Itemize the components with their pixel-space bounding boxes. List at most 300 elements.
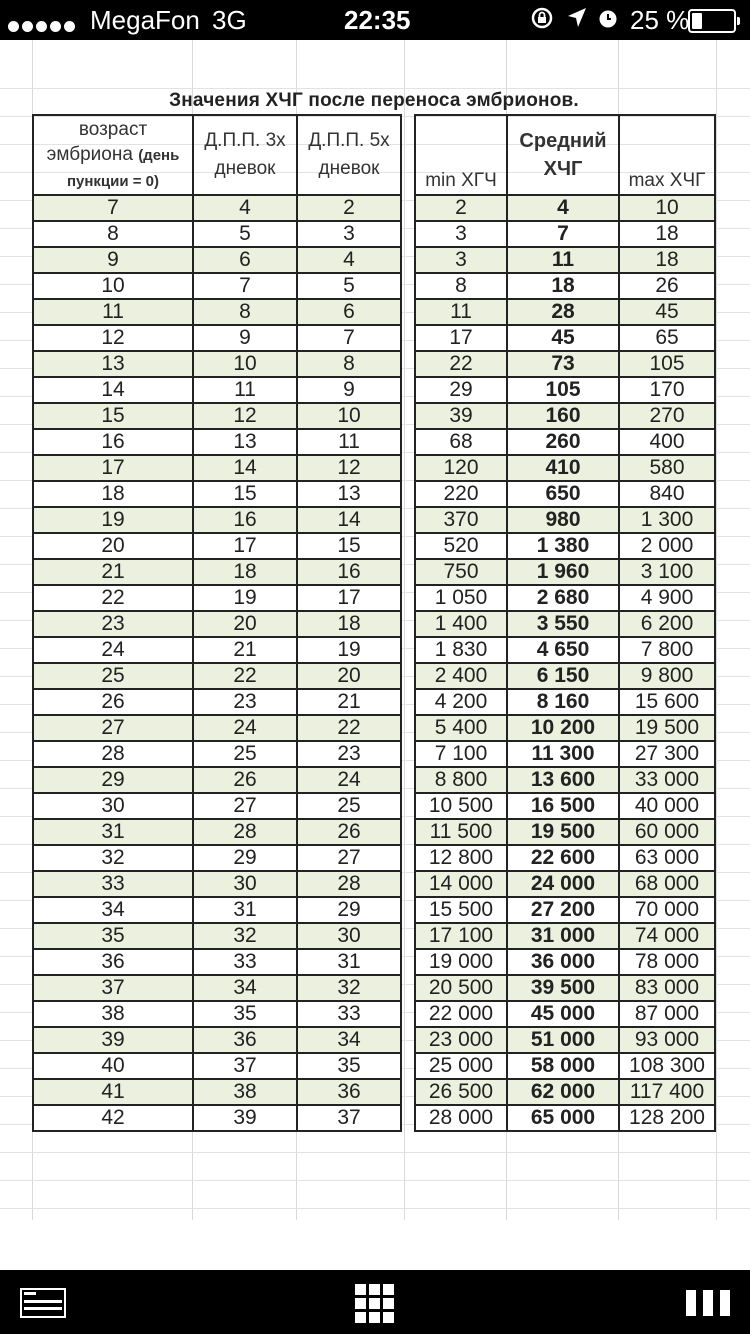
cell-max-hcg: 15 600: [619, 689, 715, 715]
grid-line-vertical: [404, 40, 405, 1220]
table-row: [415, 793, 715, 819]
cell-dpp5: 6: [297, 299, 401, 325]
cell-embryo-age: 19: [33, 507, 193, 533]
embryo-age-table: [32, 114, 402, 1132]
cell-max-hcg: 170: [619, 377, 715, 403]
cell-embryo-age: 32: [33, 845, 193, 871]
cell-min-hcg: 7 100: [415, 741, 507, 767]
cell-dpp5: 3: [297, 221, 401, 247]
cell-min-hcg: 17 100: [415, 923, 507, 949]
table-title: Значения ХЧГ после переноса эмбрионов.: [169, 90, 579, 111]
header-age-note: (день: [138, 146, 180, 164]
cell-max-hcg: 7 800: [619, 637, 715, 663]
header-max-hcg: [619, 115, 715, 195]
cell-max-hcg: 40 000: [619, 793, 715, 819]
cell-min-hcg: 750: [415, 559, 507, 585]
cell-max-hcg: 45: [619, 299, 715, 325]
table-row: [33, 273, 401, 299]
table-row: [33, 195, 401, 221]
cell-dpp3: 6: [193, 247, 297, 273]
cell-embryo-age: 30: [33, 793, 193, 819]
table-row: [33, 897, 401, 923]
cell-dpp3: 22: [193, 663, 297, 689]
cell-dpp5: 26: [297, 819, 401, 845]
cell-embryo-age: 40: [33, 1053, 193, 1079]
cell-dpp3: 36: [193, 1027, 297, 1053]
cell-embryo-age: 36: [33, 949, 193, 975]
cell-dpp3: 17: [193, 533, 297, 559]
header-avg-line1: Средний: [519, 130, 607, 152]
cell-min-hcg: 8: [415, 273, 507, 299]
cell-avg-hcg: 4 650: [507, 637, 619, 663]
header-embryo-age: [33, 115, 193, 195]
cell-min-hcg: 28 000: [415, 1105, 507, 1131]
cell-dpp3: 34: [193, 975, 297, 1001]
cell-embryo-age: 24: [33, 637, 193, 663]
table-row: [33, 1027, 401, 1053]
alarm-icon: [596, 6, 620, 37]
signal-dots-icon: [8, 9, 78, 40]
cell-avg-hcg: 160: [507, 403, 619, 429]
header-dpp3-line2: дневок: [214, 158, 276, 179]
cell-avg-hcg: 260: [507, 429, 619, 455]
cell-dpp5: 5: [297, 273, 401, 299]
cell-embryo-age: 29: [33, 767, 193, 793]
cell-dpp3: 8: [193, 299, 297, 325]
cell-embryo-age: 10: [33, 273, 193, 299]
cell-dpp3: 39: [193, 1105, 297, 1131]
cell-avg-hcg: 45: [507, 325, 619, 351]
cell-dpp3: 4: [193, 195, 297, 221]
cell-dpp5: 33: [297, 1001, 401, 1027]
cell-dpp3: 37: [193, 1053, 297, 1079]
table-row: [415, 715, 715, 741]
table-row: [415, 923, 715, 949]
table-row: [33, 507, 401, 533]
clock-time: 22:35: [344, 5, 411, 35]
cell-avg-hcg: 7: [507, 221, 619, 247]
cell-dpp5: 30: [297, 923, 401, 949]
cell-min-hcg: 17: [415, 325, 507, 351]
cell-avg-hcg: 36 000: [507, 949, 619, 975]
cell-max-hcg: 26: [619, 273, 715, 299]
cell-max-hcg: 2 000: [619, 533, 715, 559]
cell-embryo-age: 16: [33, 429, 193, 455]
cell-min-hcg: 120: [415, 455, 507, 481]
cell-avg-hcg: 8 160: [507, 689, 619, 715]
cell-dpp5: 29: [297, 897, 401, 923]
cell-max-hcg: 93 000: [619, 1027, 715, 1053]
table-row: [33, 663, 401, 689]
cell-avg-hcg: 11: [507, 247, 619, 273]
table-row: [33, 377, 401, 403]
grid-view-icon[interactable]: [355, 1284, 395, 1329]
table-row: [415, 897, 715, 923]
cell-embryo-age: 15: [33, 403, 193, 429]
header-min-label: min ХГЧ: [425, 170, 497, 191]
cell-max-hcg: 74 000: [619, 923, 715, 949]
cell-max-hcg: 4 900: [619, 585, 715, 611]
cell-min-hcg: 15 500: [415, 897, 507, 923]
cell-avg-hcg: 6 150: [507, 663, 619, 689]
cell-max-hcg: 65: [619, 325, 715, 351]
cell-dpp3: 19: [193, 585, 297, 611]
table-row: [33, 455, 401, 481]
cell-min-hcg: 8 800: [415, 767, 507, 793]
cell-dpp3: 38: [193, 1079, 297, 1105]
cell-dpp5: 25: [297, 793, 401, 819]
table-row: [33, 741, 401, 767]
table-row: [33, 949, 401, 975]
cell-max-hcg: 87 000: [619, 1001, 715, 1027]
cell-dpp5: 7: [297, 325, 401, 351]
table-row: [33, 923, 401, 949]
cell-embryo-age: 14: [33, 377, 193, 403]
cell-min-hcg: 4 200: [415, 689, 507, 715]
cell-embryo-age: 21: [33, 559, 193, 585]
table-row: [33, 689, 401, 715]
table-row: [415, 247, 715, 273]
cell-max-hcg: 18: [619, 247, 715, 273]
cell-dpp3: 33: [193, 949, 297, 975]
cell-dpp5: 31: [297, 949, 401, 975]
table-row: [415, 481, 715, 507]
cell-dpp5: 13: [297, 481, 401, 507]
table-row: [415, 559, 715, 585]
status-bar: [0, 0, 750, 40]
cell-max-hcg: 18: [619, 221, 715, 247]
table-row: [33, 819, 401, 845]
table-row: [33, 715, 401, 741]
cell-embryo-age: 12: [33, 325, 193, 351]
cell-max-hcg: 840: [619, 481, 715, 507]
table-row: [33, 871, 401, 897]
cell-embryo-age: 8: [33, 221, 193, 247]
cell-dpp5: 14: [297, 507, 401, 533]
table-row: [415, 689, 715, 715]
cell-embryo-age: 35: [33, 923, 193, 949]
cell-dpp5: 11: [297, 429, 401, 455]
cell-avg-hcg: 22 600: [507, 845, 619, 871]
cell-min-hcg: 26 500: [415, 1079, 507, 1105]
cell-dpp3: 13: [193, 429, 297, 455]
cell-avg-hcg: 105: [507, 377, 619, 403]
cell-avg-hcg: 27 200: [507, 897, 619, 923]
cell-max-hcg: 270: [619, 403, 715, 429]
cell-dpp5: 2: [297, 195, 401, 221]
cell-embryo-age: 31: [33, 819, 193, 845]
table-row: [415, 377, 715, 403]
cell-dpp5: 17: [297, 585, 401, 611]
cell-avg-hcg: 1 960: [507, 559, 619, 585]
table-row: [415, 1053, 715, 1079]
rotation-lock-icon: [530, 6, 554, 37]
table-row: [415, 351, 715, 377]
header-avg-hcg: [507, 115, 619, 195]
cell-max-hcg: 108 300: [619, 1053, 715, 1079]
bottom-toolbar: [0, 1270, 750, 1334]
cell-avg-hcg: 45 000: [507, 1001, 619, 1027]
cell-max-hcg: 68 000: [619, 871, 715, 897]
header-dpp3-line1: Д.П.П. 3х: [204, 130, 286, 151]
cell-dpp5: 19: [297, 637, 401, 663]
table-row: [415, 455, 715, 481]
header-age-line3: пункции = 0): [66, 172, 160, 190]
table-row: [415, 949, 715, 975]
cell-avg-hcg: 650: [507, 481, 619, 507]
table-row: [415, 741, 715, 767]
cell-max-hcg: 60 000: [619, 819, 715, 845]
cell-dpp3: 32: [193, 923, 297, 949]
grid-line-horizontal: [0, 1152, 750, 1153]
header-dpp3: [193, 115, 297, 195]
table-row: [415, 507, 715, 533]
grid-line-horizontal: [0, 88, 750, 89]
cell-max-hcg: 117 400: [619, 1079, 715, 1105]
cell-min-hcg: 3: [415, 247, 507, 273]
cell-max-hcg: 1 300: [619, 507, 715, 533]
table-row: [415, 1001, 715, 1027]
cell-min-hcg: 10 500: [415, 793, 507, 819]
cell-dpp3: 35: [193, 1001, 297, 1027]
cell-min-hcg: 22 000: [415, 1001, 507, 1027]
carrier-name: MegaFon: [90, 5, 200, 35]
table-row: [33, 767, 401, 793]
cell-dpp5: 20: [297, 663, 401, 689]
cell-dpp3: 18: [193, 559, 297, 585]
cell-dpp5: 32: [297, 975, 401, 1001]
header-dpp5: [297, 115, 401, 195]
header-dpp5-line1: Д.П.П. 5х: [308, 130, 390, 151]
cell-dpp5: 8: [297, 351, 401, 377]
grid-line-horizontal: [0, 1208, 750, 1209]
hcg-values-table: [414, 114, 716, 1132]
cell-dpp5: 16: [297, 559, 401, 585]
cell-min-hcg: 19 000: [415, 949, 507, 975]
table-row: [33, 351, 401, 377]
cell-avg-hcg: 73: [507, 351, 619, 377]
cell-max-hcg: 27 300: [619, 741, 715, 767]
table-row: [415, 585, 715, 611]
table-row: [415, 663, 715, 689]
cell-dpp3: 5: [193, 221, 297, 247]
cell-embryo-age: 41: [33, 1079, 193, 1105]
cell-min-hcg: 2 400: [415, 663, 507, 689]
cell-dpp3: 24: [193, 715, 297, 741]
cell-min-hcg: 220: [415, 481, 507, 507]
battery-percent: 25 %: [630, 5, 690, 35]
cell-dpp5: 12: [297, 455, 401, 481]
cell-min-hcg: 14 000: [415, 871, 507, 897]
cell-dpp5: 27: [297, 845, 401, 871]
cell-dpp3: 11: [193, 377, 297, 403]
list-view-icon[interactable]: [20, 1288, 66, 1323]
cell-max-hcg: 70 000: [619, 897, 715, 923]
table-row: [33, 429, 401, 455]
table-row: [415, 845, 715, 871]
cell-min-hcg: 370: [415, 507, 507, 533]
table-row: [415, 1079, 715, 1105]
cell-avg-hcg: 28: [507, 299, 619, 325]
cell-dpp3: 15: [193, 481, 297, 507]
cell-max-hcg: 105: [619, 351, 715, 377]
cell-min-hcg: 1 400: [415, 611, 507, 637]
table-row: [415, 195, 715, 221]
cell-dpp3: 14: [193, 455, 297, 481]
battery-icon: [688, 9, 736, 33]
cell-dpp3: 16: [193, 507, 297, 533]
cell-avg-hcg: 4: [507, 195, 619, 221]
cell-min-hcg: 23 000: [415, 1027, 507, 1053]
cell-avg-hcg: 58 000: [507, 1053, 619, 1079]
table-row: [415, 429, 715, 455]
header-min-hcg: [415, 115, 507, 195]
cell-embryo-age: 18: [33, 481, 193, 507]
cell-dpp3: 20: [193, 611, 297, 637]
cell-max-hcg: 78 000: [619, 949, 715, 975]
cell-min-hcg: 68: [415, 429, 507, 455]
cell-embryo-age: 17: [33, 455, 193, 481]
cell-dpp5: 28: [297, 871, 401, 897]
cell-dpp3: 12: [193, 403, 297, 429]
cell-min-hcg: 1 830: [415, 637, 507, 663]
table-row: [33, 1053, 401, 1079]
cell-max-hcg: 10: [619, 195, 715, 221]
header-age-line1: возраст: [78, 118, 148, 140]
cell-avg-hcg: 18: [507, 273, 619, 299]
cell-dpp3: 26: [193, 767, 297, 793]
cell-min-hcg: 2: [415, 195, 507, 221]
cell-max-hcg: 6 200: [619, 611, 715, 637]
cell-min-hcg: 20 500: [415, 975, 507, 1001]
cell-avg-hcg: 10 200: [507, 715, 619, 741]
table-row: [33, 559, 401, 585]
cell-embryo-age: 37: [33, 975, 193, 1001]
cell-max-hcg: 128 200: [619, 1105, 715, 1131]
cell-avg-hcg: 3 550: [507, 611, 619, 637]
cell-embryo-age: 26: [33, 689, 193, 715]
cell-min-hcg: 11: [415, 299, 507, 325]
cell-dpp5: 35: [297, 1053, 401, 1079]
table-row: [33, 845, 401, 871]
cell-min-hcg: 3: [415, 221, 507, 247]
cell-min-hcg: 11 500: [415, 819, 507, 845]
table-row: [33, 247, 401, 273]
table-row: [33, 325, 401, 351]
cell-dpp5: 22: [297, 715, 401, 741]
cell-dpp3: 28: [193, 819, 297, 845]
table-row: [33, 975, 401, 1001]
cell-dpp5: 37: [297, 1105, 401, 1131]
table-row: [33, 585, 401, 611]
cell-avg-hcg: 11 300: [507, 741, 619, 767]
table-row: [415, 1027, 715, 1053]
table-row: [415, 533, 715, 559]
cell-avg-hcg: 65 000: [507, 1105, 619, 1131]
pause-icon[interactable]: [686, 1290, 732, 1321]
cell-dpp5: 23: [297, 741, 401, 767]
cell-min-hcg: 22: [415, 351, 507, 377]
cell-dpp3: 30: [193, 871, 297, 897]
cell-avg-hcg: 980: [507, 507, 619, 533]
cell-dpp5: 24: [297, 767, 401, 793]
cell-max-hcg: 33 000: [619, 767, 715, 793]
cell-avg-hcg: 39 500: [507, 975, 619, 1001]
header-dpp5-line2: дневок: [318, 158, 380, 179]
cell-dpp3: 29: [193, 845, 297, 871]
table-row: [33, 299, 401, 325]
cell-max-hcg: 19 500: [619, 715, 715, 741]
cell-embryo-age: 34: [33, 897, 193, 923]
grid-line-vertical: [716, 40, 717, 1220]
cell-dpp3: 9: [193, 325, 297, 351]
cell-dpp3: 10: [193, 351, 297, 377]
cell-dpp5: 21: [297, 689, 401, 715]
cell-embryo-age: 38: [33, 1001, 193, 1027]
cell-dpp5: 10: [297, 403, 401, 429]
cell-embryo-age: 33: [33, 871, 193, 897]
table-row: [415, 221, 715, 247]
table-row: [33, 221, 401, 247]
cell-dpp5: 15: [297, 533, 401, 559]
header-avg-line2: ХЧГ: [543, 158, 583, 180]
table-row: [415, 1105, 715, 1131]
cell-max-hcg: 3 100: [619, 559, 715, 585]
cell-avg-hcg: 13 600: [507, 767, 619, 793]
cell-avg-hcg: 2 680: [507, 585, 619, 611]
cell-dpp3: 7: [193, 273, 297, 299]
cell-embryo-age: 11: [33, 299, 193, 325]
cell-min-hcg: 39: [415, 403, 507, 429]
grid-line-horizontal: [0, 1180, 750, 1181]
table-row: [33, 1079, 401, 1105]
cell-embryo-age: 20: [33, 533, 193, 559]
cell-max-hcg: 9 800: [619, 663, 715, 689]
cell-embryo-age: 9: [33, 247, 193, 273]
cell-embryo-age: 42: [33, 1105, 193, 1131]
table-row: [415, 611, 715, 637]
cell-embryo-age: 7: [33, 195, 193, 221]
table-row: [415, 403, 715, 429]
cell-dpp3: 27: [193, 793, 297, 819]
cell-dpp5: 34: [297, 1027, 401, 1053]
cell-dpp5: 4: [297, 247, 401, 273]
cell-dpp3: 25: [193, 741, 297, 767]
table-row: [415, 637, 715, 663]
table-row: [415, 325, 715, 351]
table-row: [33, 1001, 401, 1027]
cell-avg-hcg: 51 000: [507, 1027, 619, 1053]
cell-avg-hcg: 16 500: [507, 793, 619, 819]
cell-max-hcg: 63 000: [619, 845, 715, 871]
cell-min-hcg: 12 800: [415, 845, 507, 871]
cell-min-hcg: 1 050: [415, 585, 507, 611]
cell-embryo-age: 39: [33, 1027, 193, 1053]
cell-dpp5: 9: [297, 377, 401, 403]
header-max-label: max ХЧГ: [628, 170, 706, 191]
cell-avg-hcg: 31 000: [507, 923, 619, 949]
table-row: [33, 1105, 401, 1131]
table-row: [415, 299, 715, 325]
cell-embryo-age: 27: [33, 715, 193, 741]
table-row: [33, 403, 401, 429]
table-row: [415, 273, 715, 299]
cell-dpp3: 21: [193, 637, 297, 663]
cell-avg-hcg: 410: [507, 455, 619, 481]
cell-min-hcg: 5 400: [415, 715, 507, 741]
cell-embryo-age: 25: [33, 663, 193, 689]
table-row: [33, 481, 401, 507]
